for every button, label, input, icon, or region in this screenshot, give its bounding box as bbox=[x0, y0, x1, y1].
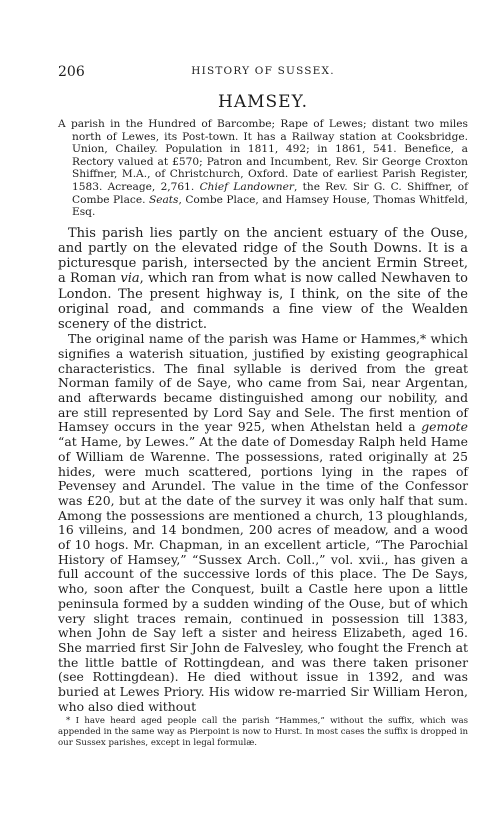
chapter-title: HAMSEY. bbox=[218, 92, 308, 112]
summary-seats: , Combe Place, and Hamsey House, Thomas Whitfeld, Esq. bbox=[72, 193, 468, 219]
paragraph-history bbox=[58, 332, 468, 714]
footnote: * I have heard aged people call the parish “Hammes,” without the suffix, which was appended in the same way as Pierpoint is now to Hurst. In most cases the suffix is dropped in our Sussex parishes, except in legal formulæ. bbox=[58, 716, 468, 749]
seats-label: Seats bbox=[148, 193, 179, 206]
page-number: 206 bbox=[58, 64, 85, 80]
chief-landowner-label: Chief Landowner bbox=[199, 180, 294, 193]
body-text bbox=[58, 226, 468, 715]
book-page bbox=[58, 64, 468, 749]
latin-via: via bbox=[120, 271, 140, 287]
paragraph-intro-text: This parish lies partly on the ancient estuary of the Ouse, and partly on the elevated ridge of the South Downs. It is a picturesque parish, intersected by the ancient Ermin Street, a Roman bbox=[58, 225, 468, 287]
summary-text: A parish in the Hundred of Barcombe; Rape of Lewes; distant two miles north of Lewes, its Post-town. It has a Railway station at Cooksbridge. Union, Chailey. Population in 1811, 492; in 1861, 541. Benefice, a Rectory valued at £570; Patron and Incumbent, Rev. Sir George Croxton Shiffner, M.A., of Christchurch, Oxford. Date of earliest Parish Register, 1583. Acreage, 2,761. bbox=[58, 118, 468, 193]
paragraph-history-rest: “at Hame, by Lewes.” At the date of Domesday Ralph held Hame of William de Warenne. The possessions, rated originally at 25 hides, were much scattered, portions lying in the rapes of Pevensey and Arundel. The value in the time of the Confessor was £20, but at the date of the survey it was only half that sum. Among the possessions are mentioned a church, 13 ploughlands, 16 villeins, and 14 bondmen, 200 acres of meadow, and a wood of 10 hogs. Mr. Chapman, in an excellent article, “The Parochial History of Hamsey,” “Sussex Arch. Coll.,” vol. xvii., has given a full account of the successive lords of this place. The De Says, who, soon after the Conquest, built a Castle here upon a little peninsula formed by a sudden winding of the Ouse, but of which very slight traces remain, continued in possession till 1383, when John de Say left a sister and heiress Elizabeth, aged 16. She married first Sir John de Falvesley, who fought the French at the little battle of Rottingdean, and was there taken prisoner (see Rottingdean). He died without issue in 1392, and was buried at Lewes Priory. His widow re-married Sir William Heron, who also died without bbox=[58, 434, 468, 714]
paragraph-history-text: The original name of the parish was Hame or Hammes,* which signifies a waterish situation, justified by existing geographical characteristics. The final syllable is derived from the great Norman family of de Saye, who came from Sai, near Argentan, and afterwards became distinguished among our nobility, and are still represented by Lord Say and Sele. The first mention of Hamsey occurs in the year 925, when Athelstan held a bbox=[58, 331, 468, 435]
running-title: HISTORY OF SUSSEX. bbox=[191, 65, 335, 77]
term-gemote: gemote bbox=[421, 419, 468, 435]
paragraph-intro-rest: , which ran from what is now called Newhaven to London. The present highway is, I think, on the site of the original road, and commands a fine view of the Wealden scenery of the district. bbox=[58, 271, 468, 332]
paragraph-intro bbox=[58, 226, 468, 332]
parish-summary bbox=[58, 118, 468, 219]
summary-landowner: , the Rev. Sir G. C. Shiffner, of Combe Place. bbox=[72, 180, 468, 206]
running-head bbox=[58, 64, 468, 82]
